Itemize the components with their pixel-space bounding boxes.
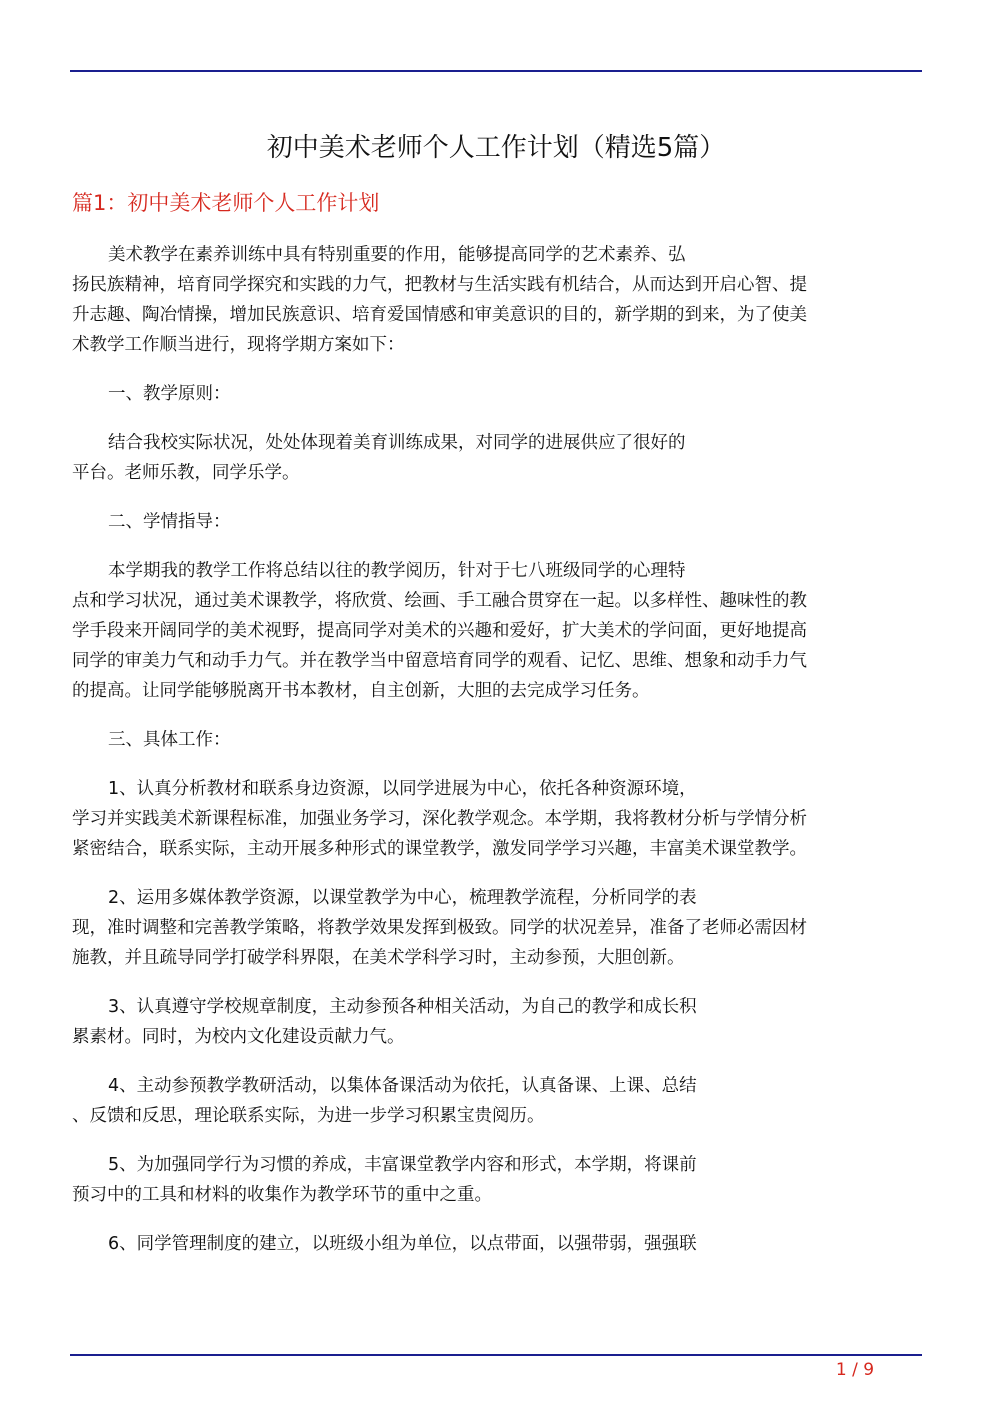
paragraph-line: 平台。老师乐教，同学乐学。 [72, 463, 300, 483]
paragraph [72, 1229, 924, 1259]
paragraph [72, 883, 924, 973]
paragraph [72, 725, 924, 755]
paragraph-line: 本学期我的教学工作将总结以往的教学阅历，针对于七八班级同学的心理特 [108, 561, 686, 581]
paragraph [72, 1071, 924, 1131]
paragraph-line: 4、主动参预教学教研活动，以集体备课活动为依托，认真备课、上课、总结 [108, 1076, 697, 1096]
paragraph-line: 、反馈和反思，理论联系实际，为进一步学习积累宝贵阅历。 [72, 1106, 545, 1126]
paragraph-line: 二、学情指导： [108, 512, 231, 532]
paragraph-line: 累素材。同时，为校内文化建设贡献力气。 [72, 1027, 405, 1047]
paragraph-line: 2、运用多媒体教学资源，以课堂教学为中心，梳理教学流程，分析同学的表 [108, 888, 697, 908]
paragraph-line: 升志趣、陶冶情操，增加民族意识、培育爱国情感和审美意识的目的，新学期的到来，为了使美 [72, 305, 807, 325]
paragraph-line: 紧密结合，联系实际，主动开展多种形式的课堂教学，激发同学学习兴趣，丰富美术课堂教学。 [72, 839, 807, 859]
header-rule [70, 70, 922, 72]
section-heading: 篇1：初中美术老师个人工作计划 [72, 191, 380, 215]
paragraph [72, 240, 924, 360]
paragraph [72, 1150, 924, 1210]
paragraph [72, 379, 924, 409]
paragraph-line: 三、具体工作： [108, 730, 231, 750]
document-body [72, 240, 924, 1278]
paragraph-line: 的提高。让同学能够脱离开书本教材，自主创新，大胆的去完成学习任务。 [72, 681, 650, 701]
paragraph [72, 556, 924, 706]
paragraph-line: 学习并实践美术新课程标准，加强业务学习，深化教学观念。本学期，我将教材分析与学情分析 [72, 809, 807, 829]
paragraph-line: 6、同学管理制度的建立，以班级小组为单位，以点带面，以强带弱，强强联 [108, 1234, 697, 1254]
paragraph-line: 术教学工作顺当进行，现将学期方案如下： [72, 335, 405, 355]
paragraph [72, 992, 924, 1052]
page-number: 1 / 9 [835, 1360, 875, 1380]
paragraph-line: 点和学习状况，通过美术课教学，将欣赏、绘画、手工融合贯穿在一起。以多样性、趣味性的教 [72, 591, 807, 611]
paragraph-line: 扬民族精神，培育同学探究和实践的力气，把教材与生活实践有机结合，从而达到开启心智、提 [72, 275, 807, 295]
paragraph-line: 同学的审美力气和动手力气。并在教学当中留意培育同学的观看、记忆、思维、想象和动手力气 [72, 651, 807, 671]
paragraph-line: 学手段来开阔同学的美术视野，提高同学对美术的兴趣和爱好，扩大美术的学问面，更好地提高 [72, 621, 807, 641]
paragraph-line: 预习中的工具和材料的收集作为教学环节的重中之重。 [72, 1185, 492, 1205]
paragraph [72, 428, 924, 488]
paragraph-line: 5、为加强同学行为习惯的养成，丰富课堂教学内容和形式，本学期，将课前 [108, 1155, 697, 1175]
paragraph-line: 现，准时调整和完善教学策略，将教学效果发挥到极致。同学的状况差异，准备了老师必需因材 [72, 918, 807, 938]
paragraph-line: 结合我校实际状况，处处体现着美育训练成果，对同学的进展供应了很好的 [108, 433, 686, 453]
paragraph-line: 美术教学在素养训练中具有特别重要的作用，能够提高同学的艺术素养、弘 [108, 245, 686, 265]
document-title: 初中美术老师个人工作计划（精选5篇） [266, 133, 726, 163]
paragraph-line: 1、认真分析教材和联系身边资源，以同学进展为中心，依托各种资源环境， [108, 779, 697, 799]
paragraph [72, 774, 924, 864]
paragraph-line: 一、教学原则： [108, 384, 231, 404]
paragraph-line: 3、认真遵守学校规章制度，主动参预各种相关活动，为自己的教学和成长积 [108, 997, 697, 1017]
paragraph [72, 507, 924, 537]
footer-rule [70, 1354, 922, 1356]
paragraph-line: 施教，并且疏导同学打破学科界限，在美术学科学习时，主动参预，大胆创新。 [72, 948, 685, 968]
